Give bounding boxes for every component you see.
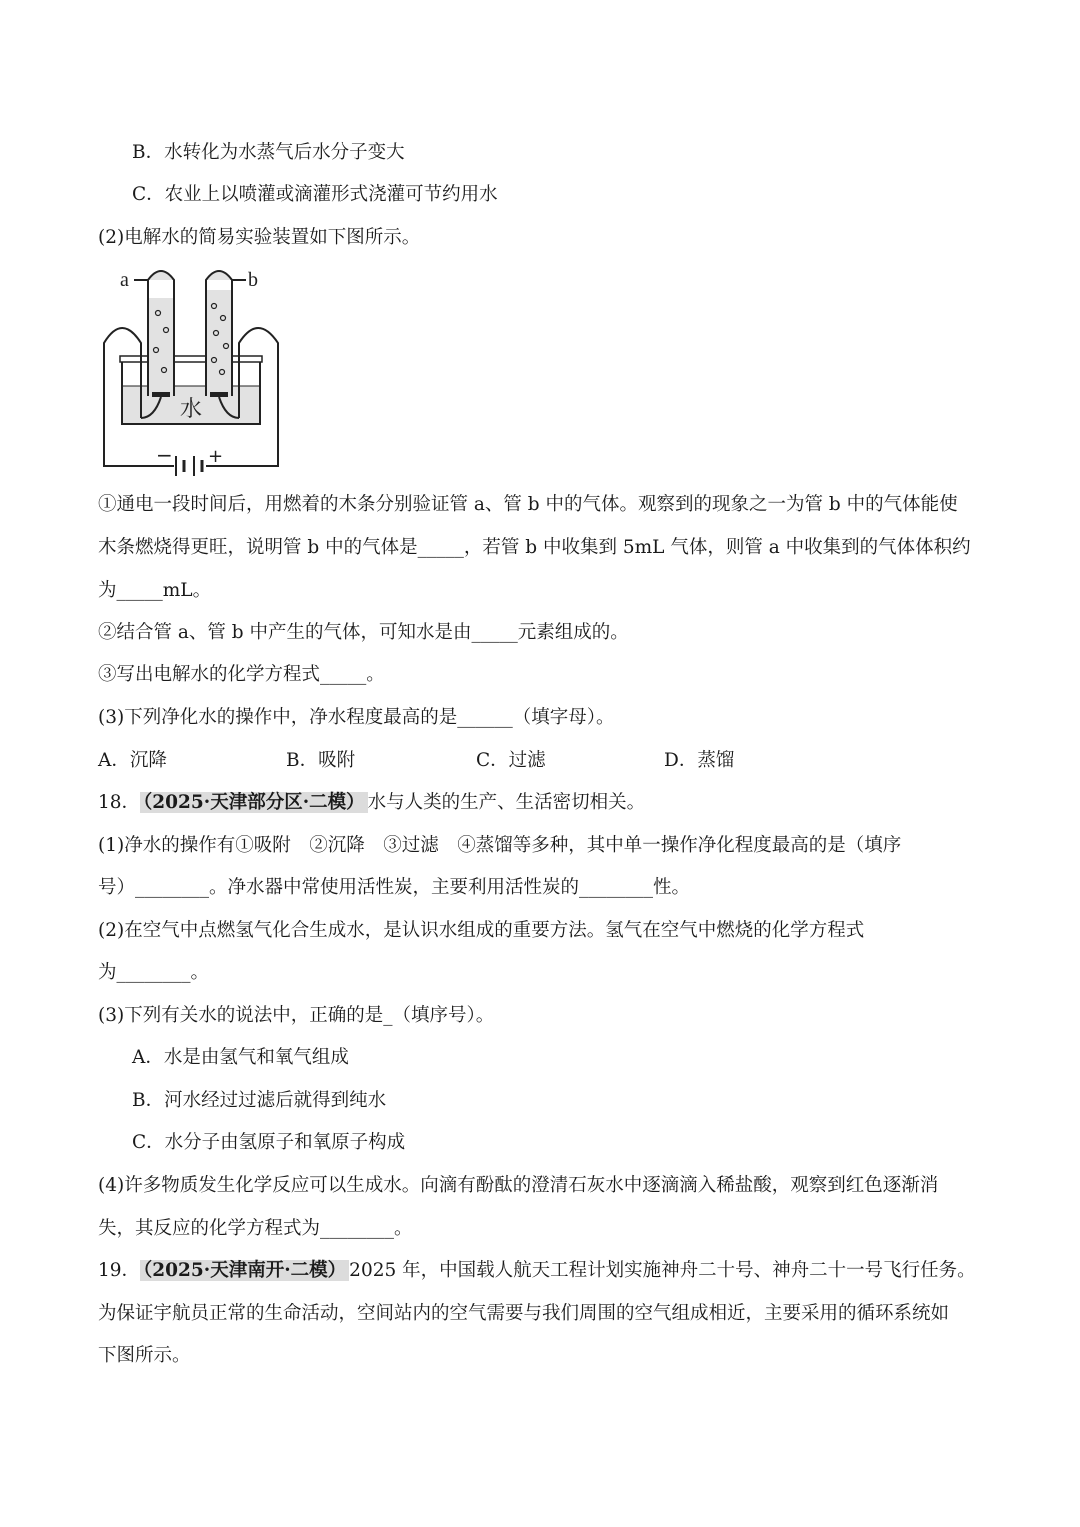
q18-part1-line2: 号）________。净水器中常使用活性炭，主要利用活性炭的________性。 — [98, 877, 691, 898]
q18-source-tag: （2025·天津部分区·二模） — [140, 792, 368, 813]
q19-stem-line2: 为保证宇航员正常的生命活动，空间站内的空气需要与我们周围的空气组成相近，主要采用的循环系统如 — [98, 1303, 950, 1324]
label-water: 水 — [180, 397, 203, 422]
q17-option-c: C．农业上以喷灌或滴灌形式浇灌可节约用水 — [132, 184, 498, 205]
q18-option-b: B．河水经过过滤后就得到纯水 — [132, 1090, 387, 1111]
q18-part4-line2: 失，其反应的化学方程式为________。 — [98, 1218, 413, 1239]
label-plus: + — [208, 446, 224, 467]
electrolysis-apparatus-diagram — [96, 258, 296, 478]
q17-option-b2: B．吸附 — [286, 750, 356, 771]
q18-option-a: A．水是由氢气和氧气组成 — [132, 1047, 349, 1068]
q17-option-b: B．水转化为水蒸气后水分子变大 — [132, 142, 405, 163]
q17-part2-2: ②结合管 a、管 b 中产生的气体，可知水是由_____元素组成的。 — [98, 622, 629, 643]
q17-part2-1-line3: 为_____mL。 — [98, 580, 212, 601]
q19-source-tag: （2025·天津南开·二模） — [140, 1260, 349, 1281]
q19-stem-line1 — [98, 1258, 988, 1284]
q18-number: 18． — [98, 792, 141, 813]
q18-stem-text: 水与人类的生产、生活密切相关。 — [367, 792, 646, 813]
q18-stem — [98, 790, 988, 816]
q19-stem-line3: 下图所示。 — [98, 1345, 191, 1366]
q18-part1-line1: (1)净水的操作有①吸附 ②沉降 ③过滤 ④蒸馏等多种，其中单一操作净化程度最高的是（填序 — [98, 835, 902, 856]
label-b: b — [248, 269, 258, 291]
q18-part4-line1: (4)许多物质发生化学反应可以生成水。向滴有酚酞的澄清石灰水中逐滴滴入稀盐酸，观察到红色逐渐消 — [98, 1175, 939, 1196]
q17-part3: (3)下列净化水的操作中，净水程度最高的是______（填字母）。 — [98, 707, 615, 728]
q17-option-a: A．沉降 — [98, 750, 167, 771]
q18-option-c: C．水分子由氢原子和氧原子构成 — [132, 1132, 406, 1153]
q18-part2-line1: (2)在空气中点燃氢气化合生成水，是认识水组成的重要方法。氢气在空气中燃烧的化学方程式 — [98, 920, 865, 941]
label-a: a — [120, 269, 129, 291]
q17-part2-1-line1: ①通电一段时间后，用燃着的木条分别验证管 a、管 b 中的气体。观察到的现象之一为管 b 中的气体能使 — [98, 494, 958, 515]
q17-options-row — [98, 748, 988, 774]
q18-part3: (3)下列有关水的说法中，正确的是_（填序号）。 — [98, 1005, 495, 1026]
q17-option-d: D．蒸馏 — [664, 750, 735, 771]
q17-part2-1-line2: 木条燃烧得更旺，说明管 b 中的气体是_____，若管 b 中收集到 5mL 气体，则管 a 中收集到的气体体积约 — [98, 537, 971, 558]
q19-number: 19． — [98, 1260, 141, 1281]
q17-part2-3: ③写出电解水的化学方程式_____。 — [98, 664, 385, 685]
q17-option-c2: C．过滤 — [476, 750, 546, 771]
label-minus: − — [156, 443, 173, 467]
q19-stem-text: 2025 年，中国载人航天工程计划实施神舟二十号、神舟二十一号飞行任务。 — [349, 1260, 976, 1281]
q18-part2-line2: 为________。 — [98, 962, 210, 983]
q17-part2-intro: (2)电解水的简易实验装置如下图所示。 — [98, 227, 421, 248]
